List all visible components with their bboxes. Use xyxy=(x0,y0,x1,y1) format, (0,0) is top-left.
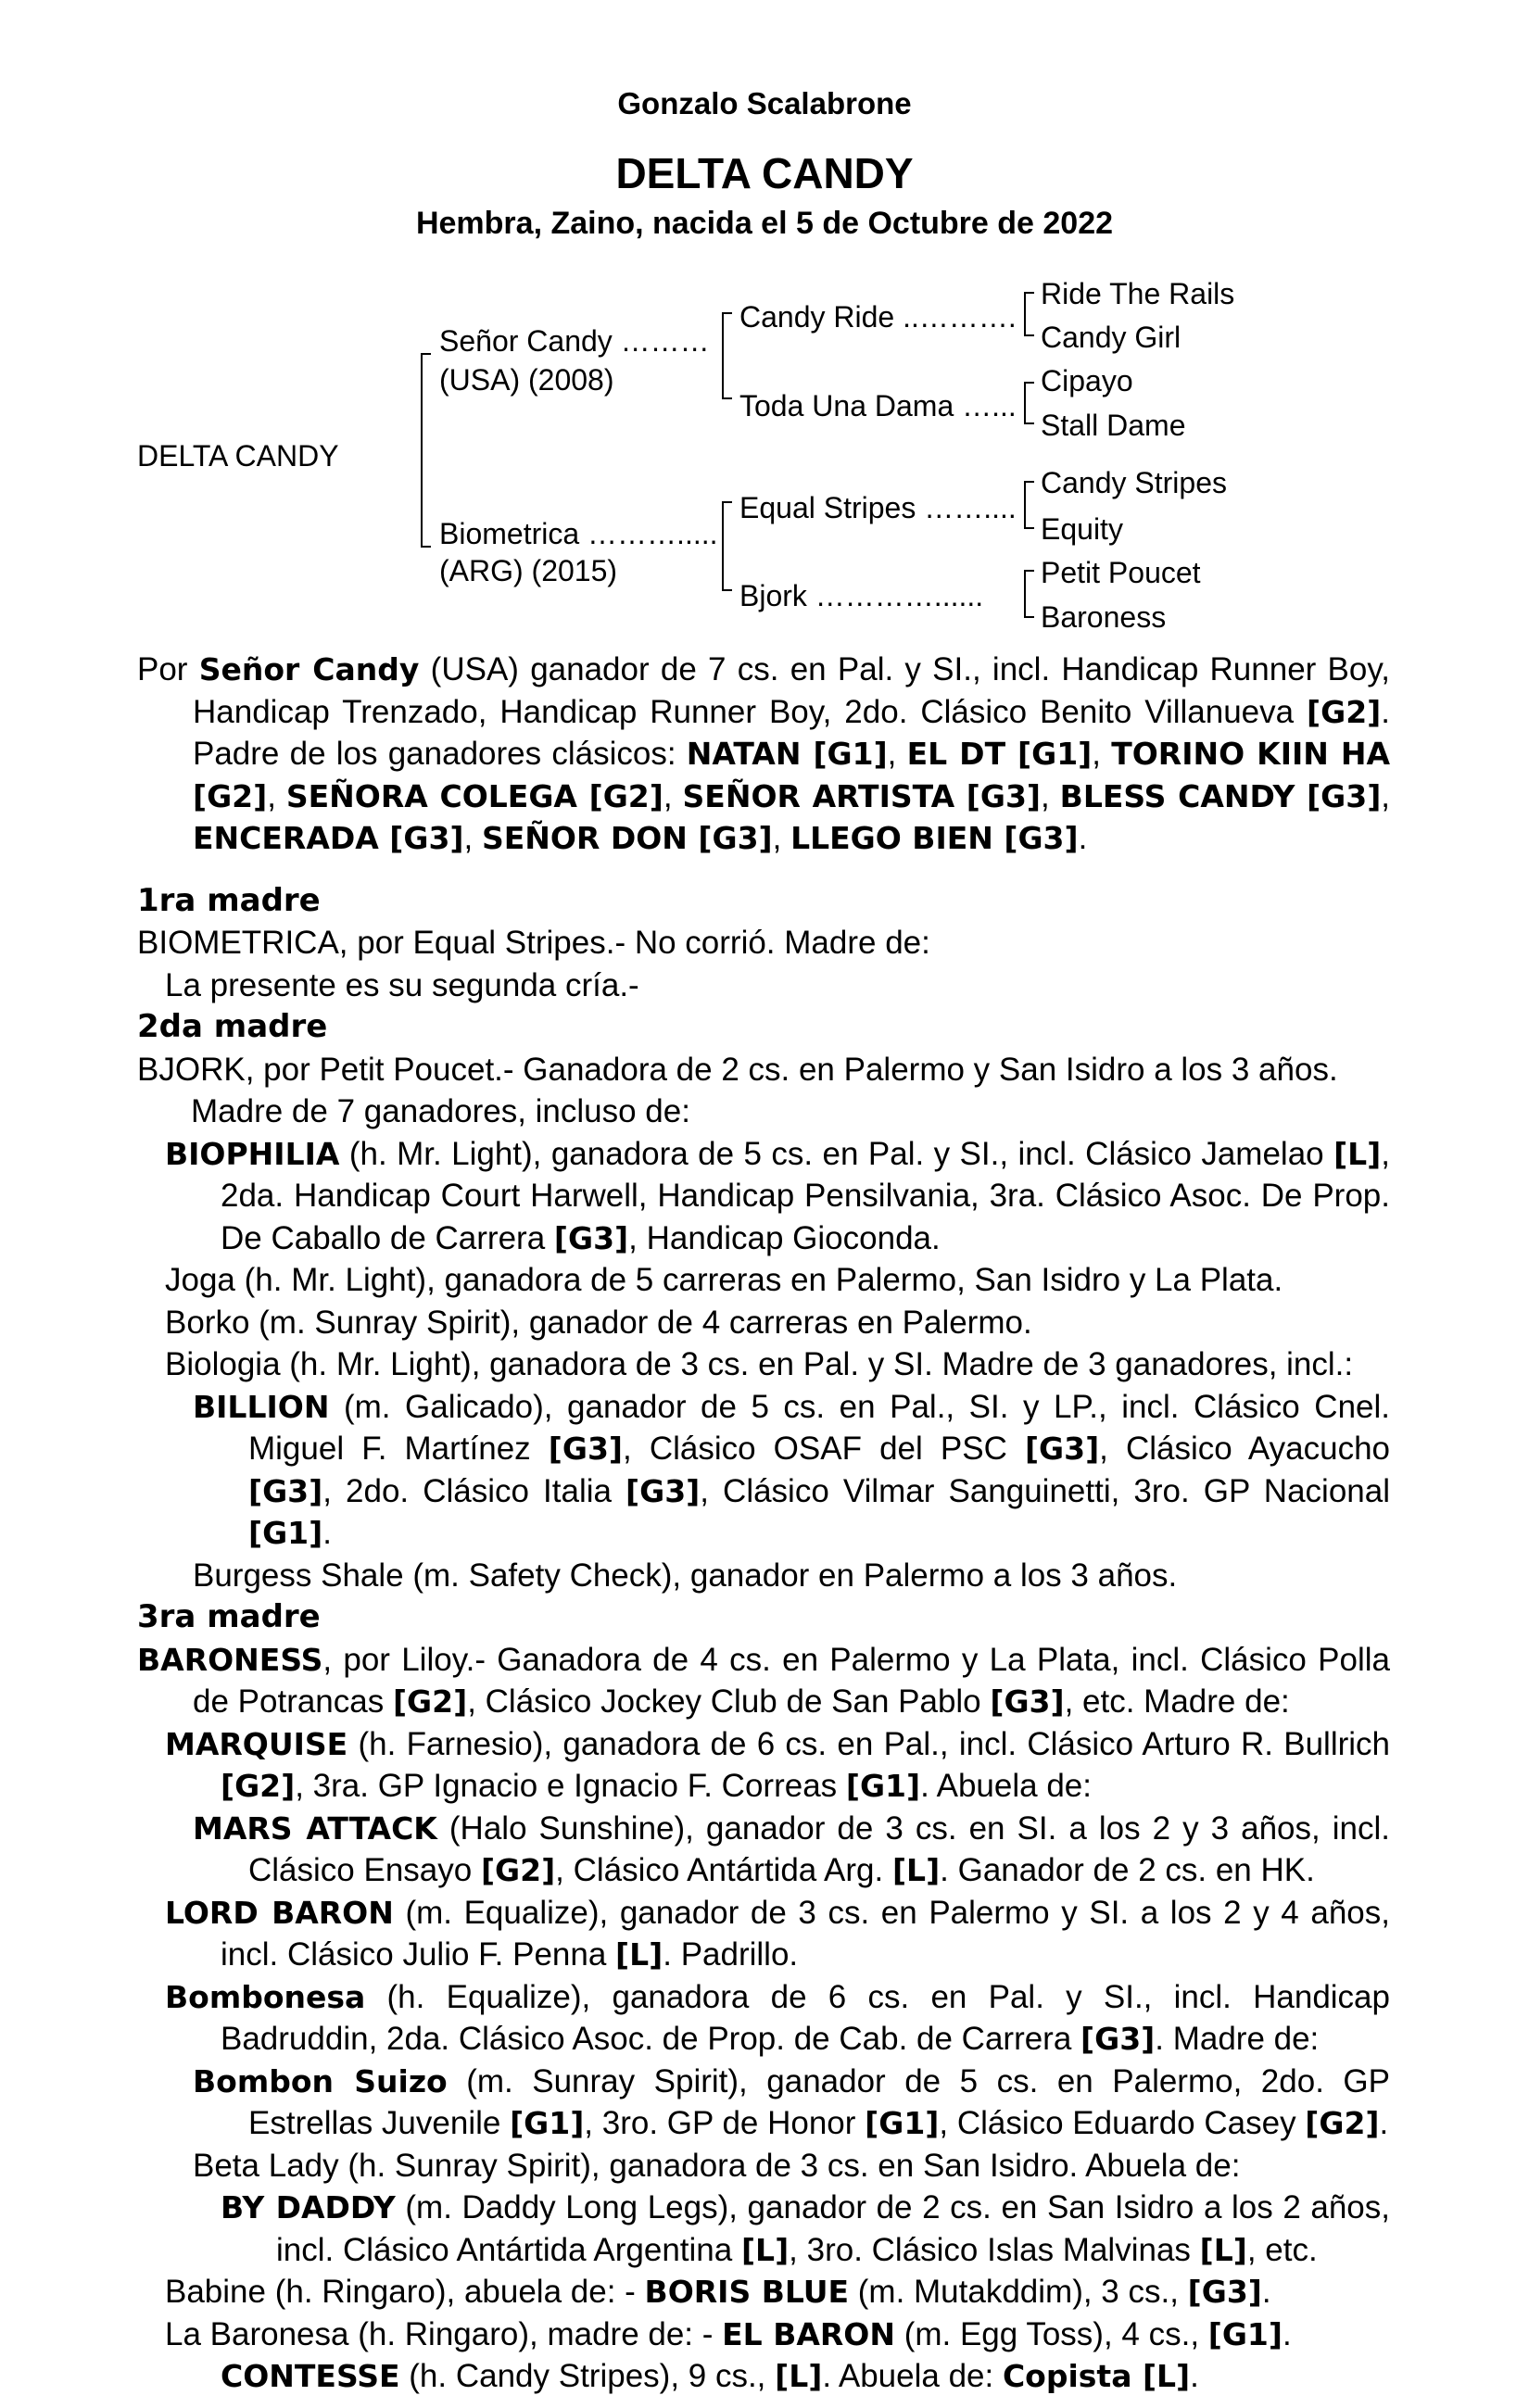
entry-mars-attack: MARS ATTACK (Halo Sunshine), ganador de 3 cs. en SI. a los 2 y 3 años, incl. Clásico Ensayo [G2], Clásico Antártida Arg. [L]. Ganador de 2 cs. en HK. xyxy=(193,1809,1390,1888)
madre1-note: La presente es su segunda cría.- xyxy=(165,966,639,1003)
pedigree-bracket-ds xyxy=(1025,482,1034,528)
entry-burgess-shale: Burgess Shale (m. Safety Check), ganador en Palermo a los 3 años. xyxy=(193,1557,1178,1594)
pedigree-sds: Cipayo xyxy=(1041,364,1133,397)
entry-biophilia: BIOPHILIA (h. Mr. Light), ganadora de 5 cs. en Pal. y SI., incl. Clásico Jamelao [L], 2da. Handicap Court Harwell, Handicap Pensilvania, 3ra. Clásico Asoc. De Prop. De Caballo de Carrera [G3], Handicap Gioconda. xyxy=(165,1135,1390,1256)
entry-biologia: Biologia (h. Mr. Light), ganadora de 3 cs. en Pal. y SI. Madre de 3 ganadores, incl.: xyxy=(165,1346,1354,1382)
entry-borko: Borko (m. Sunray Spirit), ganador de 4 carreras en Palermo. xyxy=(165,1304,1032,1341)
pedigree-bracket-sd xyxy=(1025,383,1034,423)
pedigree-bracket-ss xyxy=(1025,293,1034,335)
pedigree-sdd: Stall Dame xyxy=(1041,409,1186,442)
pedigree-dam-sire: Equal Stripes …….... xyxy=(739,491,1017,524)
catalog-body xyxy=(137,649,1390,2398)
horse-subtitle: Hembra, Zaino, nacida el 5 de Octubre de 2022 xyxy=(415,206,1114,241)
entry-by-daddy: BY DADDY (m. Daddy Long Legs), ganador de 2 cs. en San Isidro a los 2 años, incl. Clásico Antártida Argentina [L], 3ro. Clásico Islas Malvinas [L], etc. xyxy=(221,2189,1391,2268)
entry-bombon-suizo: Bombon Suizo (m. Sunray Spirit), ganador de 5 cs. en Palermo, 2do. GP Estrellas Juvenile [G1], 3ro. GP de Honor [G1], Clásico Eduardo Casey [G2]. xyxy=(193,2062,1390,2141)
entry-baroness: BARONESS, por Liloy.- Ganadora de 4 cs. en Palermo y La Plata, incl. Clásico Polla de Potrancas [G2], Clásico Jockey Club de San Pablo [G3], etc. Madre de: xyxy=(137,1641,1390,1720)
pedigree-sire-origin: (USA) (2008) xyxy=(439,363,614,397)
entry-billion: BILLION (m. Galicado), ganador de 5 cs. en Pal., SI. y LP., incl. Clásico Cnel. Miguel F. Martínez [G3], Clásico OSAF del PSC [G3], Clásico Ayacucho [G3], 2do. Clásico Italia [G3], Clásico Vilmar Sanguinetti, 3ro. GP Nacional [G1]. xyxy=(193,1388,1390,1551)
pedigree-subject: DELTA CANDY xyxy=(137,439,339,473)
pedigree-dam-origin: (ARG) (2015) xyxy=(439,554,618,587)
sire-paragraph: Por Señor Candy (USA) ganador de 7 cs. en Pal. y SI., incl. Handicap Runner Boy, Handicap Trenzado, Handicap Runner Boy, 2do. Clásico Benito Villanueva [G2]. Padre de los ganadores clásicos: NATAN [G1], EL DT [G1], TORINO KIIN HA [G2], SEÑORA COLEGA [G2], SEÑOR ARTISTA [G3], BLESS CANDY [G3], ENCERADA [G3], SEÑOR DON [G3], LLEGO BIEN [G3]. xyxy=(137,651,1391,856)
pedigree-bracket-dd xyxy=(1025,571,1034,617)
pedigree-dsd: Equity xyxy=(1041,512,1123,546)
entry-babine: Babine (h. Ringaro), abuela de: - BORIS BLUE (m. Mutakddim), 3 cs., [G3]. xyxy=(165,2274,1271,2310)
madre2-intro-b: Madre de 7 ganadores, incluso de: xyxy=(191,1093,690,1129)
pedigree-dam-dam: Bjork …………...... xyxy=(739,579,984,612)
pedigree-ddd: Baroness xyxy=(1041,600,1167,634)
pedigree-dds: Petit Poucet xyxy=(1041,556,1201,589)
pedigree-sire-dam: Toda Una Dama …... xyxy=(739,389,1017,422)
section-heading-2da-madre: 2da madre xyxy=(137,1008,328,1045)
pedigree-sss: Ride The Rails xyxy=(1041,277,1235,310)
entry-lord-baron: LORD BARON (m. Equalize), ganador de 3 cs. en Palermo y SI. a los 2 y 4 años, incl. Clásico Julio F. Penna [L]. Padrillo. xyxy=(165,1894,1390,1973)
entry-contesse: CONTESSE (h. Candy Stripes), 9 cs., [L]. Abuela de: Copista [L]. xyxy=(221,2358,1199,2394)
owner-name: Gonzalo Scalabrone xyxy=(617,86,912,120)
horse-title: DELTA CANDY xyxy=(615,149,914,197)
madre2-intro: BJORK, por Petit Poucet.- Ganadora de 2 cs. en Palermo y San Isidro a los 3 años. xyxy=(137,1051,1338,1088)
section-heading-1ra-madre: 1ra madre xyxy=(137,881,321,919)
pedigree-sire-sire: Candy Ride ..………. xyxy=(739,300,1017,334)
entry-beta-lady: Beta Lady (h. Sunray Spirit), ganadora de 3 cs. en San Isidro. Abuela de: xyxy=(193,2147,1241,2184)
pedigree-dss: Candy Stripes xyxy=(1041,466,1227,499)
entry-bombonesa: Bombonesa (h. Equalize), ganadora de 6 cs. en Pal. y SI., incl. Handicap Badruddin, 2da. Clásico Asoc. de Prop. de Cab. de Carrera [G3]. Madre de: xyxy=(165,1978,1390,2057)
entry-joga: Joga (h. Mr. Light), ganadora de 5 carreras en Palermo, San Isidro y La Plata. xyxy=(165,1262,1283,1298)
pedigree-sire: Señor Candy ……… xyxy=(439,324,710,358)
madre1-line: BIOMETRICA, por Equal Stripes.- No corrió. Madre de: xyxy=(137,925,930,961)
pedigree-bracket-dam xyxy=(723,502,732,590)
section-heading-3ra-madre: 3ra madre xyxy=(137,1598,321,1635)
pedigree-ssd: Candy Girl xyxy=(1041,321,1182,354)
pedigree-bracket-sire xyxy=(723,313,732,398)
entry-la-baronesa: La Baronesa (h. Ringaro), madre de: - EL BARON (m. Egg Toss), 4 cs., [G1]. xyxy=(165,2315,1292,2352)
entry-marquise: MARQUISE (h. Farnesio), ganadora de 6 cs. en Pal., incl. Clásico Arturo R. Bullrich [G2], 3ra. GP Ignacio e Ignacio F. Correas [G1]. Abuela de: xyxy=(165,1725,1390,1804)
pedigree-bracket-gen1 xyxy=(422,354,431,547)
pedigree-dam: Biometrica ………..... xyxy=(439,517,718,550)
